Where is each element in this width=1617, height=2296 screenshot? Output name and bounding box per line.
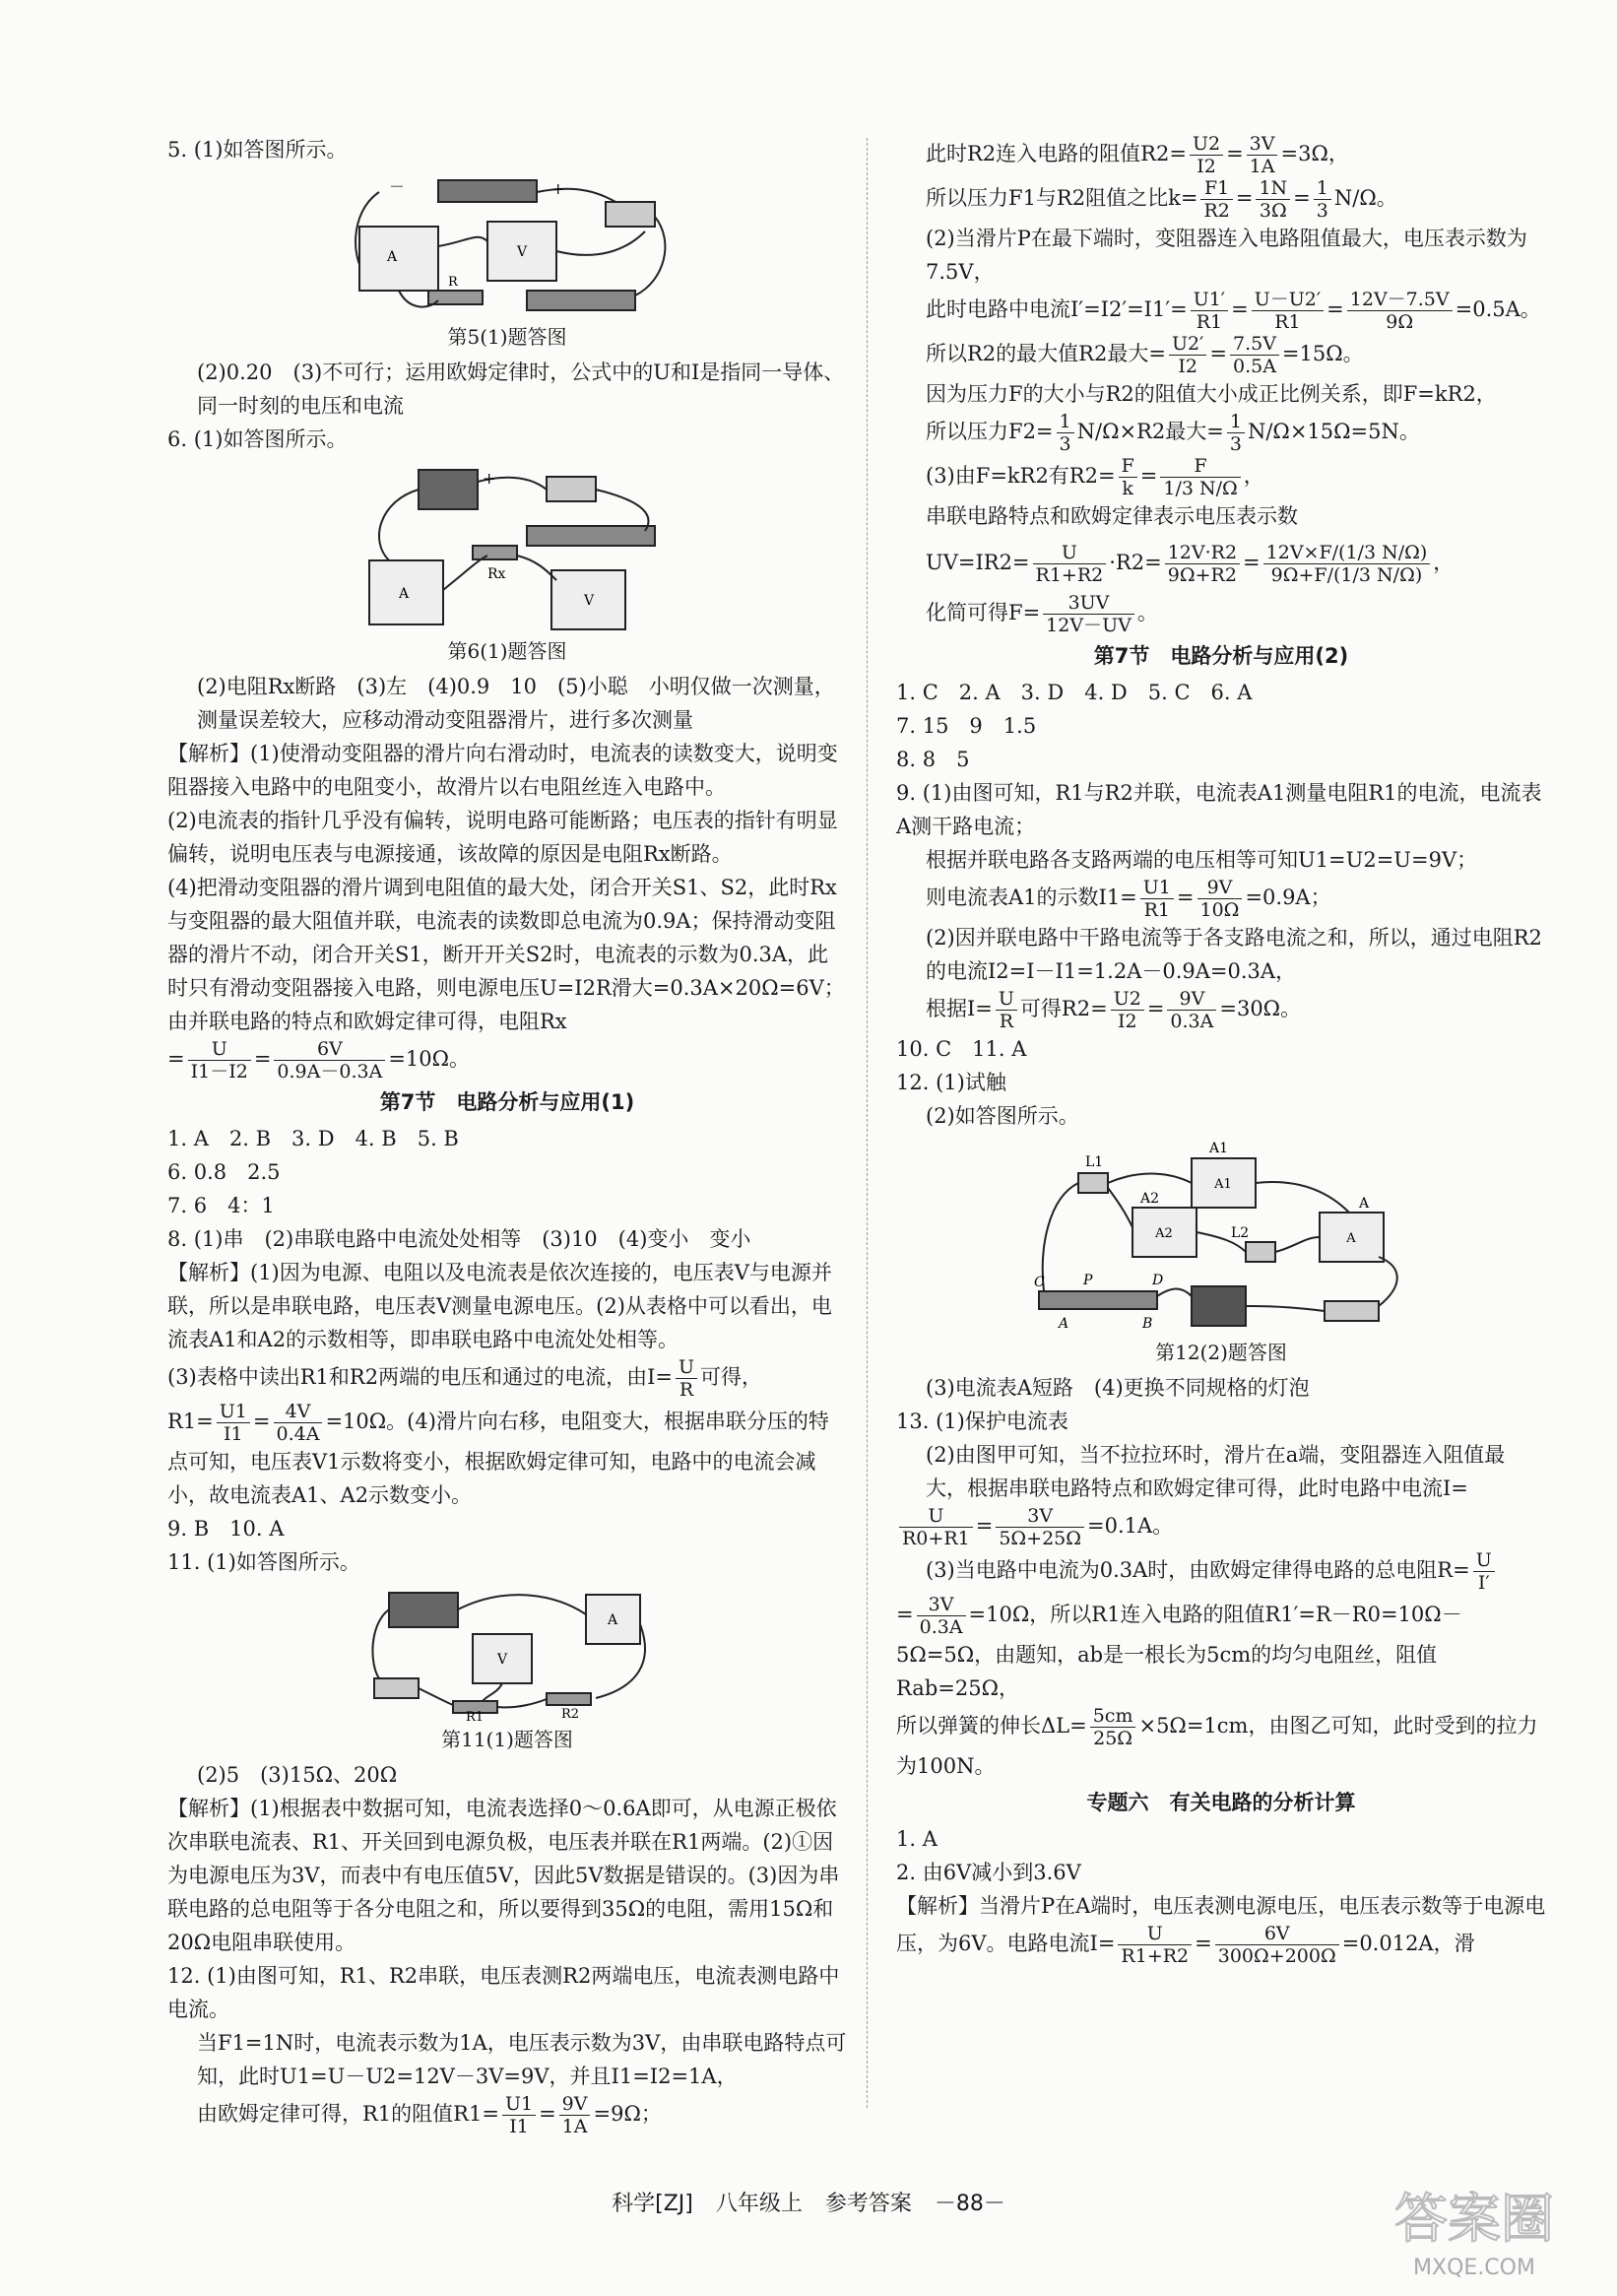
r-line-8: (3)由F=kR2有R2= $\frac{F}{k}$ = $\frac{F}{1/3 N/\Omega}$ ， [926, 455, 1264, 499]
answer-b-9-e: 根据I= $\frac{U}{R}$ 可得R2= $\frac{U2}{I2}$ = $\frac{9V}{0.3A}$ =30Ω。 [926, 988, 1302, 1032]
answer-8: 8. (1)串 (2)串联电路中电流处处相等 (3)10 (4)变小 变小 [167, 1227, 751, 1251]
answer-6: 6. 0.8 2.5 [167, 1160, 281, 1184]
answer-b-10-11: 10. C 11. A [896, 1037, 1027, 1061]
r-line-5: 所以R2的最大值R2最大= $\frac{U2'}{I2}$ = $\frac{7.5V}{0.5A}$ =15Ω。 [926, 333, 1364, 377]
fraction: $\frac{7.5V}{0.5A}$ [1230, 333, 1279, 377]
answer-b-1-6: 1. C 2. A 3. D 4. D 5. C 6. A [896, 681, 1253, 704]
answer-b-12-2: (2)如答图所示。 [926, 1104, 1079, 1128]
left-column [167, 133, 847, 2137]
fraction: $\frac{U}{I1-I2}$ [188, 1038, 251, 1082]
section-title-7-2: 第7节 电路分析与应用(2) [1093, 644, 1349, 668]
fig12-label-a1: A1 [1209, 1141, 1229, 1156]
fig12-label-p: P [1083, 1273, 1093, 1288]
answer-b-9-c: 则电流表A1的示数I1= $\frac{U1}{R1}$ = $\frac{9V}{10\Omega}$ =0.9A； [926, 877, 1331, 921]
footer-subject: 科学[ZJ] [612, 2192, 693, 2216]
r-line-9: 串联电路特点和欧姆定律表示电压表示数 [926, 504, 1298, 528]
fig12-caption: 第12(2)题答图 [1155, 1341, 1287, 1364]
svg-text:－: － [389, 177, 406, 196]
fraction: $\frac{1}{3}$ [1227, 411, 1245, 455]
svg-text:V: V [496, 1652, 508, 1668]
fraction: $\frac{U}{R}$ [996, 988, 1017, 1032]
fraction: $\frac{4V}{0.4A}$ [274, 1401, 323, 1445]
answer-b-13-b: (2)由图甲可知，当不拉拉环时，滑片在a端，变阻器连入阻值最大，根据串联电路特点和欧姆定律可得，此时电路中电流I= [926, 1443, 1506, 1500]
svg-text:+: + [551, 179, 565, 198]
fraction: $\frac{U-U2'}{R1}$ [1252, 289, 1324, 333]
fraction: $\frac{1}{3}$ [1314, 177, 1331, 222]
q6-analysis-1: 【解析】(1)使滑动变阻器的滑片向右滑动时，电流表的读数变大，说明变阻器接入电路中的电阻变小，故滑片以右电阻丝连入电路中。 [167, 742, 838, 799]
answer-8-analysis-1: 【解析】(1)因为电源、电阻以及电流表是依次连接的，电压表V与电源并联，所以是串联电路，电压表V测量电源电压。(2)从表格中可以看出，电流表A1和A2的示数相等，即串联电路中电流处处相等。 [167, 1261, 832, 1351]
r-line-3: (2)当滑片P在最下端时，变阻器连入电路阻值最大，电压表示数为7.5V， [926, 227, 1527, 284]
r-line-4: 此时电路中电流I′=I2′=I1′= $\frac{U1'}{R1}$ = $\frac{U-U2'}{R1}$ = $\frac{12V-7.5V}{9\Omega}$ =0.5A。 [926, 289, 1541, 333]
fraction: $\frac{6V}{0.9A-0.3A}$ [274, 1038, 385, 1082]
fig11-r2-label: R2 [561, 1707, 580, 1722]
fig11-r1-label: R1 [466, 1710, 485, 1723]
answer-b-13-d: = $\frac{3V}{0.3A}$ =10Ω，所以R1连入电路的阻值R1′=R－R0=10Ω－5Ω=5Ω，由题知，ab是一根长为5cm的均匀电阻丝，阻值Rab=25Ω， [896, 1594, 1462, 1700]
r-line-7: 所以压力F2= $\frac{1}{3}$ N/Ω×R2最大= $\frac{1}{3}$ N/Ω×15Ω=5N。 [926, 411, 1420, 455]
fraction: $\frac{U1'}{R1}$ [1191, 289, 1228, 333]
answer-8-formula: R1= $\frac{U1}{I1}$ = $\frac{4V}{0.4A}$ =10Ω。(4)滑片向右移，电阻变大，根据串联分压的特点可知，电压表V1示数将变小，根据欧姆定律可知，电路中的电流会减小，故电流表A1、A2示数变小。 [167, 1401, 829, 1507]
svg-text:V: V [583, 593, 595, 609]
answer-b-13: 13. (1)保护电流表 [896, 1410, 1068, 1433]
fig12-circuit-diagram [1034, 1139, 1408, 1336]
fraction: $\frac{U2}{I2}$ [1190, 133, 1223, 177]
svg-text:A1: A1 [1214, 1177, 1232, 1192]
answer-b-9-d: (2)因并联电路中干路电流等于各支路电流之和，所以，通过电阻R2的电流I2=I－I1=1.2A－0.9A=0.3A， [926, 926, 1542, 983]
fraction: $\frac{U1}{I1}$ [502, 2093, 536, 2137]
answer-b-12-3: (3)电流表A短路 (4)更换不同规格的灯泡 [926, 1376, 1310, 1400]
fraction: $\frac{U1}{I1}$ [217, 1401, 250, 1445]
fig11-caption: 第11(1)题答图 [441, 1728, 573, 1751]
answer-b-9-b: 根据并联电路各支路两端的电压相等可知U1=U2=U=9V； [926, 848, 1478, 872]
fraction: $\frac{3UV}{12V-UV}$ [1043, 592, 1134, 636]
svg-text:A2: A2 [1155, 1226, 1173, 1241]
fig12-label-a-end: A [1059, 1316, 1069, 1332]
fraction: $\frac{3V}{5\Omega+25\Omega}$ [996, 1505, 1084, 1549]
answer-12-c: 由欧姆定律可得，R1的阻值R1= $\frac{U1}{I1}$ = $\frac{9V}{1A}$ =9Ω； [197, 2093, 662, 2137]
answer-11-analysis: 【解析】(1)根据表中数据可知，电流表选择0～0.6A即可，从电源正极依次串联电流表、R1、开关回到电源负极，电压表并联在R1两端。(2)①因为电源电压为3V，而表中有电压值5V，因此5V数据是错误的。(3)因为串联电路的总电阻等于各分电阻之和，所以要得到35Ω的电阻，需用15Ω和20Ω电阻串联使用。 [167, 1797, 840, 1954]
watermark-logo [1361, 2168, 1587, 2286]
fraction: $\frac{F1}{R2}$ [1200, 177, 1232, 222]
fig6-caption: 第6(1)题答图 [447, 639, 567, 663]
fraction: $\frac{1}{3}$ [1057, 411, 1074, 455]
fraction: $\frac{12V\times F/(1/3 N/\Omega)}{9\Omega+F/(1/3 N/\Omega)}$ [1263, 542, 1431, 586]
answer-b-9: 9. (1)由图可知，R1与R2并联，电流表A1测量电阻R1的电流，电流表A测干路电流； [896, 781, 1542, 838]
answer-b-8: 8. 8 5 [896, 748, 970, 771]
svg-text:A: A [398, 586, 410, 602]
fraction: $\frac{9V}{0.3A}$ [1167, 988, 1216, 1032]
footer-grade: 八年级上 [715, 2192, 803, 2216]
svg-text:+: + [483, 469, 496, 488]
fraction: $\frac{6V}{300\Omega+200\Omega}$ [1215, 1923, 1339, 1967]
right-column [896, 133, 1546, 1967]
answer-1-5: 1. A 2. B 3. D 4. B 5. B [167, 1127, 459, 1150]
answer-c-1: 1. A [896, 1827, 938, 1851]
footer-page-number: －88－ [934, 2192, 1005, 2216]
answer-c-2: 2. 由6V减小到3.6V [896, 1861, 1081, 1884]
fraction: $\frac{12V-7.5V}{9\Omega}$ [1347, 289, 1453, 333]
column-divider [867, 138, 869, 2108]
answer-12-b: 当F1=1N时，电流表示数为1A，电压表示数为3V，由串联电路特点可知，此时U1=U－U2=12V－3V=9V，并且I1=I2=1A， [197, 2031, 847, 2088]
r-line-10: UV=IR2= $\frac{U}{R1+R2}$ ·R2= $\frac{12V\cdot R2}{9\Omega+R2}$ = $\frac{12V\times F/(1/3 N/\Omega)}{9\Omega+F/(1/3 N/\Omega)}$ ， [926, 542, 1455, 586]
svg-text:A: A [1346, 1231, 1356, 1246]
fraction: $\frac{U}{R0+R1}$ [899, 1505, 973, 1549]
answer-8-analysis-2: (3)表格中读出R1和R2两端的电压和通过的电流，由I= $\frac{U}{R}$ 可得， [167, 1356, 762, 1401]
answer-b-13-formula: $\frac{U}{R0+R1}$ = $\frac{3V}{5\Omega+25\Omega}$ =0.1A。 [896, 1505, 1546, 1549]
fraction: $\frac{U2}{I2}$ [1111, 988, 1144, 1032]
fig12-label-b: B [1142, 1316, 1153, 1332]
fraction: $\frac{F}{k}$ [1119, 455, 1137, 499]
fraction: $\frac{U}{R1+R2}$ [1118, 1923, 1192, 1967]
svg-text:V: V [516, 244, 528, 260]
fig6-circuit-diagram [350, 462, 665, 634]
answer-b-12: 12. (1)试触 [896, 1071, 1006, 1094]
section-title-topic-6: 专题六 有关电路的分析计算 [1086, 1791, 1356, 1814]
fraction: $\frac{U1}{R1}$ [1140, 877, 1174, 921]
q6-analysis-3: (4)把滑动变阻器的滑片调到电阻值的最大处，闭合开关S1、S2，此时Rx与变阻器的最大阻值并联，电流表的读数即总电流为0.9A；保持滑动变阻器的滑片不动，闭合开关S1，断开开关S2时，电流表的示数为0.3A，此时只有滑动变阻器接入电路，则电源电压U=I2R滑大=0.3A×20Ω=6V；由并联电路的特点和欧姆定律可得，电阻Rx [167, 876, 845, 1033]
fraction: $\frac{12V\cdot R2}{9\Omega+R2}$ [1165, 542, 1240, 586]
answer-b-13-e: 所以弹簧的伸长ΔL= $\frac{5cm}{25\Omega}$ ×5Ω=1cm，由图乙可知，此时受到的拉力为100N。 [896, 1705, 1538, 1778]
fig5-circuit-diagram [330, 172, 684, 320]
fraction: $\frac{9V}{10\Omega}$ [1197, 877, 1243, 921]
fraction: $\frac{U}{R1+R2}$ [1033, 542, 1107, 586]
section-title-7-1: 第7节 电路分析与应用(1) [379, 1090, 635, 1114]
q5-1: 5. (1)如答图所示。 [167, 138, 348, 162]
fraction: $\frac{9V}{1A}$ [559, 2093, 591, 2137]
fraction: $\frac{5cm}{25\Omega}$ [1090, 1705, 1136, 1749]
answer-7: 7. 6 4：1 [167, 1194, 275, 1217]
svg-text:A: A [386, 249, 398, 265]
r-line-2: 所以压力F1与R2阻值之比k= $\frac{F1}{R2}$ = $\frac{1N}{3\Omega}$ = $\frac{1}{3}$ N/Ω。 [926, 177, 1397, 222]
svg-text:R: R [448, 275, 458, 290]
fig6-rx-label: Rx [487, 566, 506, 582]
answer-b-13-c: (3)当电路中电流为0.3A时，由欧姆定律得电路的总电阻R= $\frac{U}{I'}$ [896, 1549, 1546, 1594]
fig12-label-l1: L1 [1085, 1154, 1104, 1170]
answer-11-2: (2)5 (3)15Ω、20Ω [197, 1763, 398, 1787]
fraction: $\frac{1N}{3\Omega}$ [1256, 177, 1290, 222]
fig12-label-a2: A2 [1140, 1191, 1160, 1207]
fraction: $\frac{3V}{0.3A}$ [917, 1594, 966, 1638]
svg-text:A: A [607, 1612, 618, 1628]
fig5-caption: 第5(1)题答图 [447, 325, 567, 349]
q6-2: (2)电阻Rx断路 (3)左 (4)0.9 10 (5)小聪 小明仅做一次测量，测量误差较大，应移动滑动变阻器滑片，进行多次测量 [197, 675, 835, 732]
q6-analysis-2: (2)电流表的指针几乎没有偏转，说明电路可能断路；电压表的指针有明显偏转，说明电压表与电源接通，该故障的原因是电阻Rx断路。 [167, 809, 838, 866]
fig12-label-c: C [1034, 1275, 1045, 1290]
q6-1: 6. (1)如答图所示。 [167, 427, 348, 451]
fig12-label-a: A [1359, 1196, 1370, 1212]
footer-label: 参考答案 [824, 2192, 912, 2216]
fig12-label-d: D [1152, 1273, 1164, 1288]
watermark-url: MXQE.COM [1413, 2256, 1535, 2280]
r-line-1: 此时R2连入电路的阻值R2= $\frac{U2}{I2}$ = $\frac{3V}{1A}$ =3Ω， [926, 133, 1349, 177]
fraction: $\frac{U2'}{I2}$ [1169, 333, 1206, 377]
answer-12: 12. (1)由图可知，R1、R2串联，电压表测R2两端电压，电流表测电路中电流。 [167, 1964, 840, 2021]
answer-9-10: 9. B 10. A [167, 1517, 285, 1541]
fig11-circuit-diagram [359, 1585, 655, 1723]
answer-b-7: 7. 15 9 1.5 [896, 714, 1037, 738]
fig12-label-l2: L2 [1231, 1225, 1250, 1241]
fraction: $\frac{U}{R}$ [676, 1356, 697, 1401]
answer-c-2-analysis: 【解析】当滑片P在A端时，电压表测电源电压，电压表示数等于电源电压，为6V。电路电流I= $\frac{U}{R1+R2}$ = $\frac{6V}{300\Omega+200\Omega}$ =0.012A，滑 [896, 1894, 1546, 1967]
watermark-text: 答案圈 [1394, 2188, 1554, 2250]
r-line-6: 因为压力F的大小与R2的阻值大小成正比例关系，即F=kR2， [926, 382, 1497, 406]
r-line-11: 化简可得F= $\frac{3UV}{12V-UV}$ 。 [926, 592, 1158, 636]
q6-formula: = $\frac{U}{I1-I2}$ = $\frac{6V}{0.9A-0.3A}$ =10Ω。 [167, 1038, 471, 1082]
answer-11: 11. (1)如答图所示。 [167, 1550, 360, 1574]
fraction: $\frac{F}{1/3 N/\Omega}$ [1160, 455, 1240, 499]
fraction: $\frac{U}{I'}$ [1473, 1549, 1495, 1594]
fraction: $\frac{3V}{1A}$ [1247, 133, 1278, 177]
q5-2: (2)0.20 (3)不可行；运用欧姆定律时，公式中的U和I是指同一导体、同一时刻的电压和电流 [197, 361, 845, 418]
